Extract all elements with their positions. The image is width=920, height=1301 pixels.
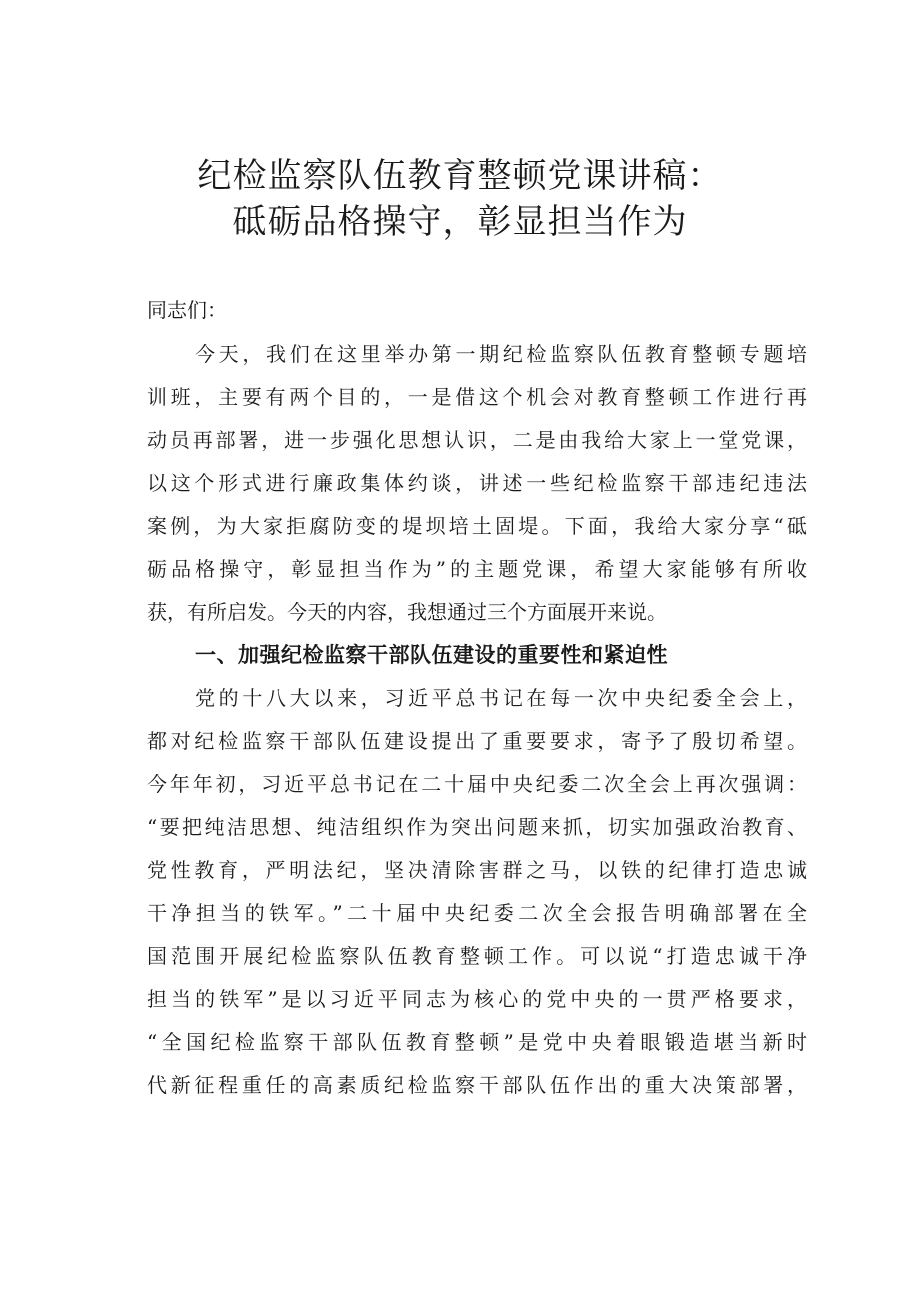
- paragraph-2-line: 党性教育，严明法纪，坚决清除害群之马，以铁的纪律打造忠诚: [147, 858, 807, 882]
- paragraph-1-line: 获，有所启发。今天的内容，我想通过三个方面展开来说。: [147, 600, 667, 624]
- paragraph-2-line: 都对纪检监察干部队伍建设提出了重要要求，寄予了殷切希望。: [147, 729, 807, 753]
- paragraph-1-line: 以这个形式进行廉政集体约谈，讲述一些纪检监察干部违纪违法: [147, 471, 807, 495]
- paragraph-2-line: 国范围开展纪检监察队伍教育整顿工作。可以说“打造忠诚干净: [147, 944, 807, 968]
- paragraph-1-line: 砺品格操守，彰显担当作为”的主题党课，希望大家能够有所收: [147, 557, 807, 581]
- document-title-line-1: 纪检监察队伍教育整顿党课讲稿：: [197, 156, 723, 196]
- paragraph-1-line: 训班，主要有两个目的，一是借这个机会对教育整顿工作进行再: [147, 385, 807, 409]
- paragraph-2-line: “全国纪检监察干部队伍教育整顿”是党中央着眼锻造堪当新时: [147, 1030, 807, 1054]
- paragraph-2-line: 干净担当的铁军。”二十届中央纪委二次全会报告明确部署在全: [147, 901, 807, 925]
- paragraph-2-line: 今年年初，习近平总书记在二十届中央纪委二次全会上再次强调：: [147, 772, 807, 796]
- paragraph-1-line: 案例，为大家拒腐防变的堤坝培土固堤。下面，我给大家分享“砥: [147, 514, 807, 538]
- document-title-line-2: 砥砺品格操守，彰显担当作为: [232, 202, 688, 242]
- paragraph-2-line: 代新征程重任的高素质纪检监察干部队伍作出的重大决策部署，: [147, 1073, 807, 1097]
- paragraph-1-line: 动员再部署，进一步强化思想认识，二是由我给大家上一堂党课，: [147, 428, 807, 452]
- greeting: 同志们：: [147, 298, 227, 322]
- paragraph-1-line: 今天，我们在这里举办第一期纪检监察队伍教育整顿专题培: [195, 342, 807, 366]
- paragraph-2-line: 担当的铁军”是以习近平同志为核心的党中央的一贯严格要求，: [147, 987, 807, 1011]
- section-1-heading: 一、加强纪检监察干部队伍建设的重要性和紧迫性: [195, 643, 668, 667]
- paragraph-2-line: “要把纯洁思想、纯洁组织作为突出问题来抓，切实加强政治教育、: [147, 815, 807, 839]
- paragraph-2-line: 党的十八大以来，习近平总书记在每一次中央纪委全会上，: [195, 686, 807, 710]
